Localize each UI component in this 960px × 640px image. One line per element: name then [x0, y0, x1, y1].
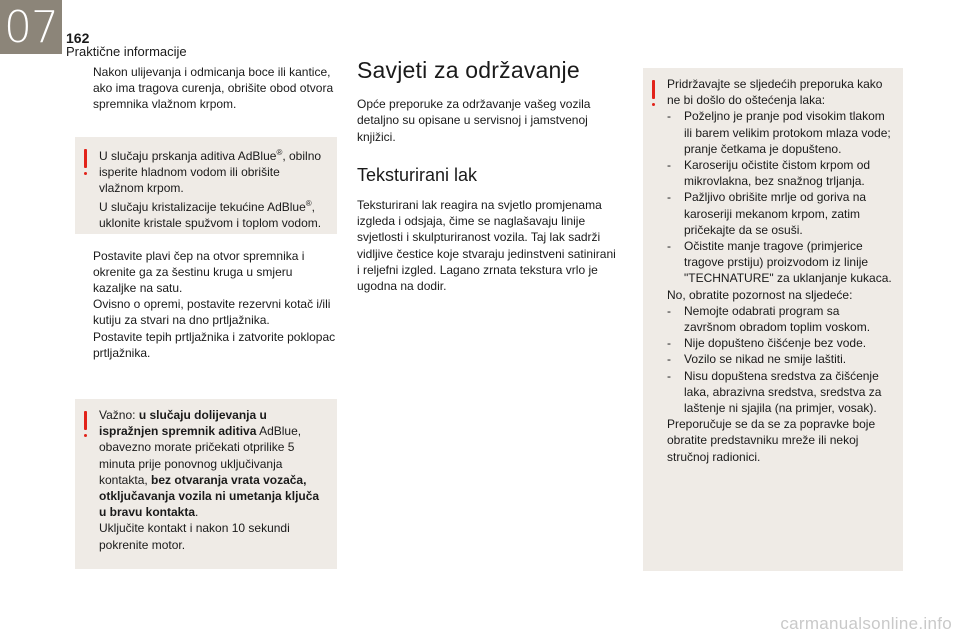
- list-item-text: Ovisno o opremi, postavite rezervni kotač i/ili kutiju za stvari na dno prtljažnika.: [93, 297, 331, 328]
- list-item: - Nije dopušteno čišćenje bez vode.: [667, 336, 867, 351]
- page-section-title: Praktične informacije: [66, 44, 187, 59]
- warning-outro: Preporučuje se da se za popravke boje obratite predstavniku mreže ili nekoj stručnoj radionici.: [667, 417, 876, 464]
- watermark: carmanualsonline.info: [780, 614, 952, 633]
- intro-paragraph: Opće preporuke za održavanje vašeg vozila detaljno su opisane u servisnoj i jamstvenoj knjižici.: [357, 97, 591, 144]
- column-right: [643, 68, 903, 571]
- warning-exclamation-icon: [81, 149, 91, 177]
- chapter-tab: [0, 0, 62, 54]
- list-item: [75, 296, 337, 328]
- list-item: [75, 329, 337, 361]
- warning-box-paint-care: [643, 68, 903, 571]
- column-middle: [357, 57, 619, 294]
- list-item: - Poželjno je pranje pod visokim tlakom ili barem velikim protokom mlaza vode; pranje četkama je dopušteno.: [667, 109, 891, 156]
- list-item: [75, 248, 337, 297]
- section-title: Savjeti za održavanje: [357, 57, 580, 83]
- list-item-text: Postavite plavi čep na otvor spremnika i okrenite ga za šestinu kruga u smjeru kazaljke na satu.: [93, 248, 305, 296]
- recommendations-list: [667, 108, 893, 286]
- list-item: - Nisu dopuštena sredstva za čišćenje laka, abrazivna sredstva, sredstva za laštenje ni sjajila (na primjer, vosak).: [667, 368, 882, 416]
- warning-box-refill: [75, 399, 337, 569]
- warning-text: Važno: u slučaju dolijevanja u ispražnjen spremnik aditiva AdBlue, obavezno morate pričekati otprilike 5 minuta prije ponovnog uključivanja kontakta, bez otvaranja vrata vozača, otključavanja vozila ni umetanja ključa u bravu kontakta. Uključite kontakt i nakon 10 sekundi pokrenite motor.: [99, 408, 320, 552]
- bullet-marker: [75, 329, 93, 361]
- list-item-text: Nakon ulijevanja i odmicanja boce ili kantice, ako ima tragova curenja, obrišite obod otvora spremnika vlažnom krpom.: [93, 65, 334, 112]
- column-left: [75, 64, 337, 569]
- warning-box-adblue-spill: [75, 137, 337, 234]
- body-paragraph: Teksturirani lak reagira na svjetlo promjenama izgleda i odsjaja, čime se naglašavaju linije svjetlosti i skulpturiranost vozila. Taj lak sadrži vidljive čestice koje stvaraju jedinstveni satinirani i reljefni izgled. Lagano zrnata tekstura vrlo je ugodna na dodir.: [357, 198, 616, 294]
- bullet-marker: [75, 64, 93, 113]
- warning-exclamation-icon: [81, 411, 91, 439]
- caution-intro: No, obratite pozornost na sljedeće:: [667, 287, 853, 302]
- list-item: - Nemojte odabrati program sa završnom obradom toplim voskom.: [667, 303, 871, 335]
- list-item: - Karoseriju očistite čistom krpom od mikrovlakna, bez snažnog trljanja.: [667, 158, 871, 189]
- cautions-list: [667, 303, 893, 416]
- list-item: - Vozilo se nikad ne smije laštiti.: [667, 352, 847, 367]
- bullet-marker: [75, 248, 93, 297]
- subsection-title: Teksturirani lak: [357, 164, 478, 185]
- warning-intro: Pridržavajte se sljedećih preporuka kako ne bi došlo do oštećenja laka:: [667, 77, 883, 108]
- warning-exclamation-icon: [649, 80, 659, 108]
- chapter-number: 07: [4, 1, 58, 53]
- list-item: [75, 64, 337, 113]
- list-item: - Pažljivo obrišite mrlje od goriva na karoseriji mekanom krpom, zatim pričekajte da se osuši.: [667, 190, 867, 237]
- steps-list: [75, 248, 337, 361]
- bullet-marker: [75, 296, 93, 328]
- list-item-text: Postavite tepih prtljažnika i zatvorite poklopac prtljažnika.: [93, 329, 336, 360]
- page-number: 162: [66, 30, 90, 46]
- list-item: - Očistite manje tragove (primjerice tragove prstiju) proizvodom iz linije "TECHNATURE" za uklanjanje kukaca.: [667, 239, 892, 286]
- warning-text: U slučaju prskanja aditiva AdBlue®, obilno isperite hladnom vodom ili obrišite vlažnom krpom. U slučaju kristalizacije tekućine AdBlue®, uklonite kristale spužvom i toplom vodom.: [99, 147, 322, 231]
